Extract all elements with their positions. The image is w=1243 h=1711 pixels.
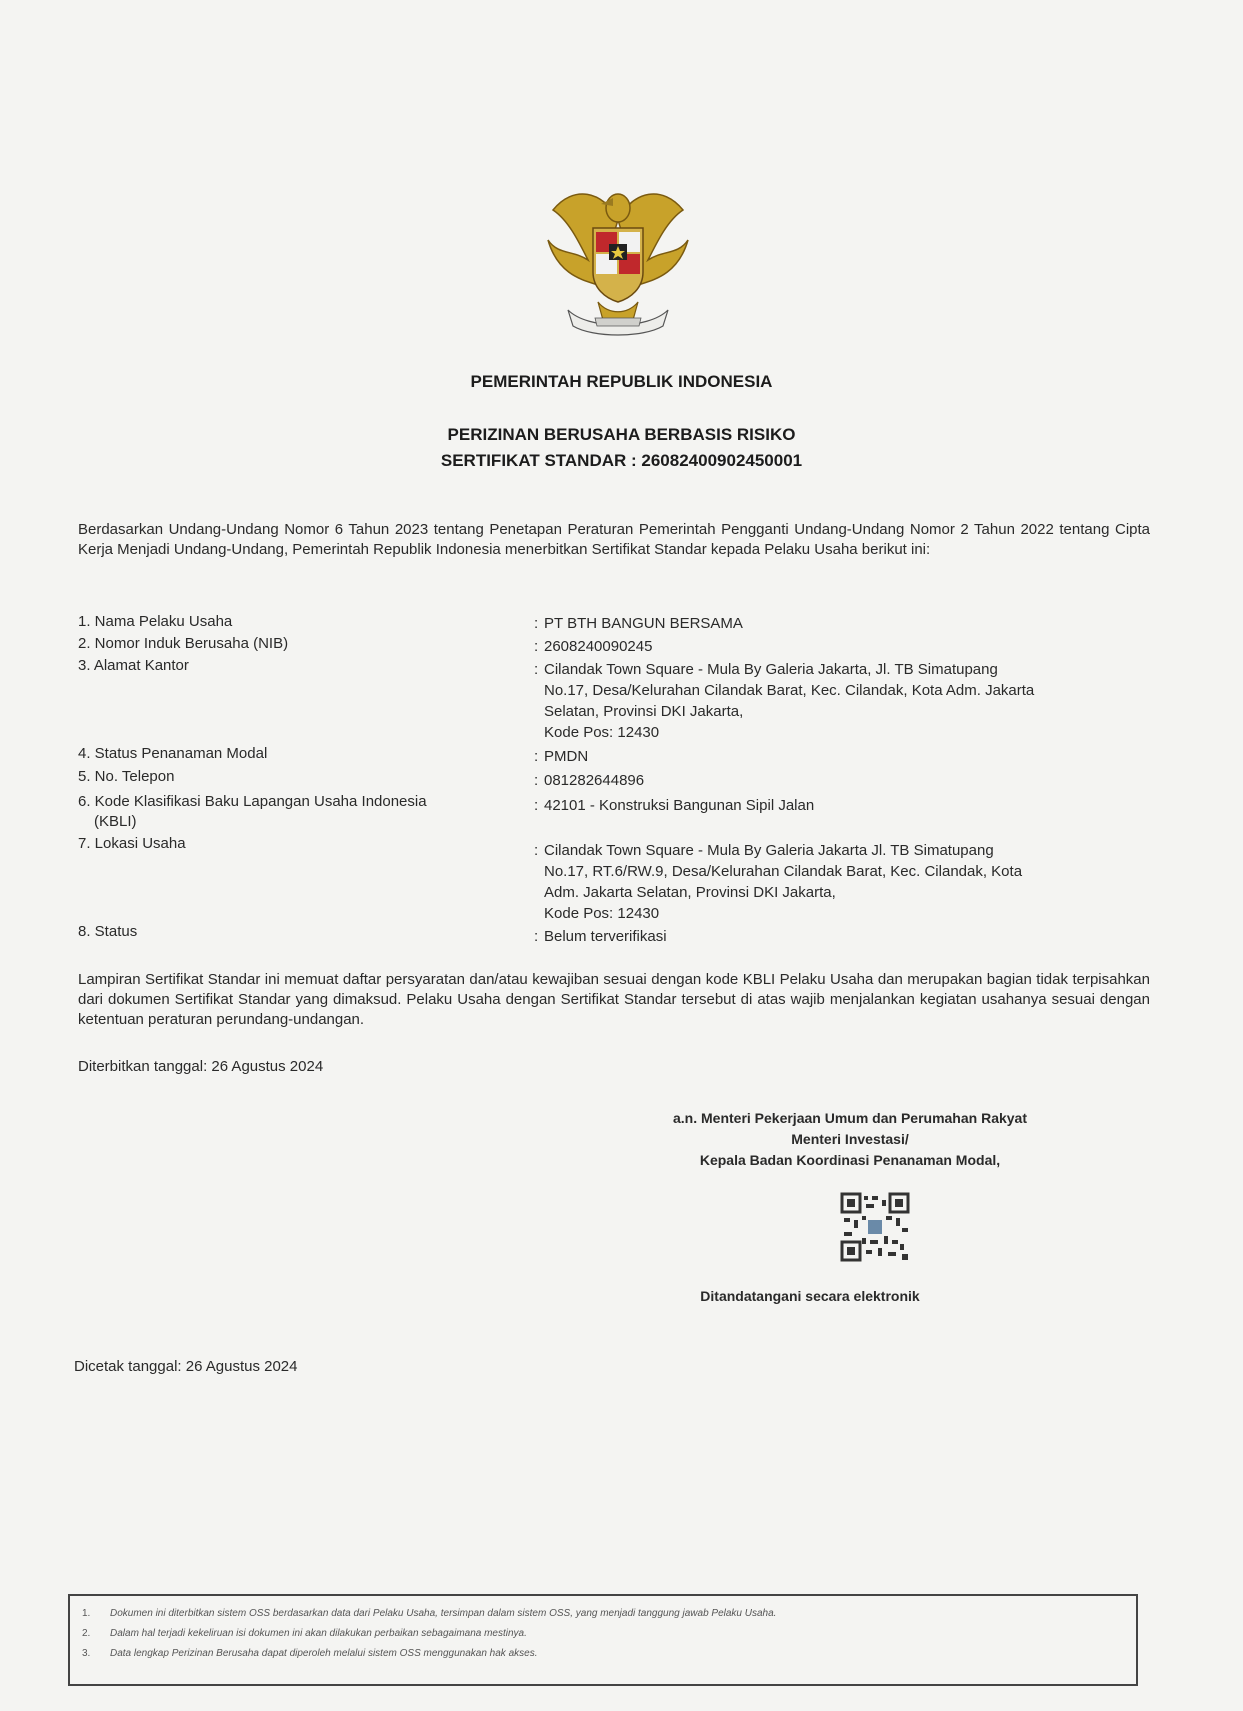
label-office-address: 3. Alamat Kantor [78,657,189,674]
footer-note-2: 2. Dalam hal terjadi kekeliruan isi dokumen ini akan dilakukan perbaikan sebagaimana mestinya. [82,1628,527,1639]
issued-date: Diterbitkan tanggal: 26 Agustus 2024 [78,1058,324,1075]
signatory-block: a.n. Menteri Pekerjaan Umum dan Perumahan Rakyat Menteri Investasi/ Kepala Badan Koordinasi Penanaman Modal, [672,1110,1027,1168]
document-title: PERIZINAN BERUSAHA BERBASIS RISIKO [447,425,796,444]
label-business-name: 1. Nama Pelaku Usaha [78,613,233,630]
printed-date: Dicetak tanggal: 26 Agustus 2024 [74,1358,298,1375]
qr-code-icon [840,1192,910,1262]
value-nib: : 2608240090245 [534,638,653,655]
garuda-emblem-icon [543,180,693,340]
label-phone: 5. No. Telepon [78,768,175,785]
certificate-number: SERTIFIKAT STANDAR : 26082400902450001 [440,451,803,470]
value-kbli: : 42101 - Konstruksi Bangunan Sipil Jalan [534,797,815,814]
label-business-location: 7. Lokasi Usaha [78,835,186,852]
intro-paragraph: Berdasarkan Undang-Undang Nomor 6 Tahun 2023 tentang Penetapan Peraturan Pemerintah Pengganti Undang-Undang Nomor 2 Tahun 2022 tentang Cipta Kerja Menjadi Undang-Undang, Pemerintah Republik Indonesia menerbitkan Sertifikat Standar kepada Pelaku Usaha berikut ini: [78,521,1150,558]
footer-notes-box [68,1594,1138,1686]
value-phone: : 081282644896 [534,772,645,789]
value-business-name: : PT BTH BANGUN BERSAMA [534,615,743,632]
footer-note-3: 3. Data lengkap Perizinan Berusaha dapat diperoleh melalui sistem OSS menggunakan hak akses. [82,1648,538,1659]
label-kbli: 6. Kode Klasifikasi Baku Lapangan Usaha Indonesia (KBLI) [78,793,427,830]
government-heading: PEMERINTAH REPUBLIK INDONESIA [470,372,773,391]
value-status: : Belum terverifikasi [534,928,667,945]
value-business-location: : Cilandak Town Square - Mula By Galeria Jakarta Jl. TB Simatupang No.17, RT.6/RW.9, Desa/Kelurahan Cilandak Barat, Kec. Cilandak, Kota Adm. Jakarta Selatan, Provinsi DKI Jakarta, Kode Pos: 12430 [534,842,1023,922]
value-office-address: : Cilandak Town Square - Mula By Galeria Jakarta, Jl. TB Simatupang No.17, Desa/Kelurahan Cilandak Barat, Kec. Cilandak, Kota Adm. Jakarta Selatan, Provinsi DKI Jakarta, Kode Pos: 12430 [534,661,1035,741]
label-status: 8. Status [78,923,138,940]
electronic-signature-note: Ditandatangani secara elektronik [700,1288,920,1304]
value-investment-status: : PMDN [534,748,589,765]
closing-paragraph: Lampiran Sertifikat Standar ini memuat daftar persyaratan dan/atau kewajiban sesuai dengan kode KBLI Pelaku Usaha dan merupakan bagian tidak terpisahkan dari dokumen Sertifikat Standar yang dimaksud. Pelaku Usaha dengan Sertifikat Standar tersebut di atas wajib menjalankan kegiatan usahanya sesuai dengan ketentuan peraturan perundang-undangan. [78,971,1150,1028]
label-nib: 2. Nomor Induk Berusaha (NIB) [78,635,289,652]
footer-note-1: 1. Dokumen ini diterbitkan sistem OSS berdasarkan data dari Pelaku Usaha, tersimpan dalam sistem OSS, yang menjadi tanggung jawab Pelaku Usaha. [82,1608,777,1619]
label-investment-status: 4. Status Penanaman Modal [78,745,268,762]
